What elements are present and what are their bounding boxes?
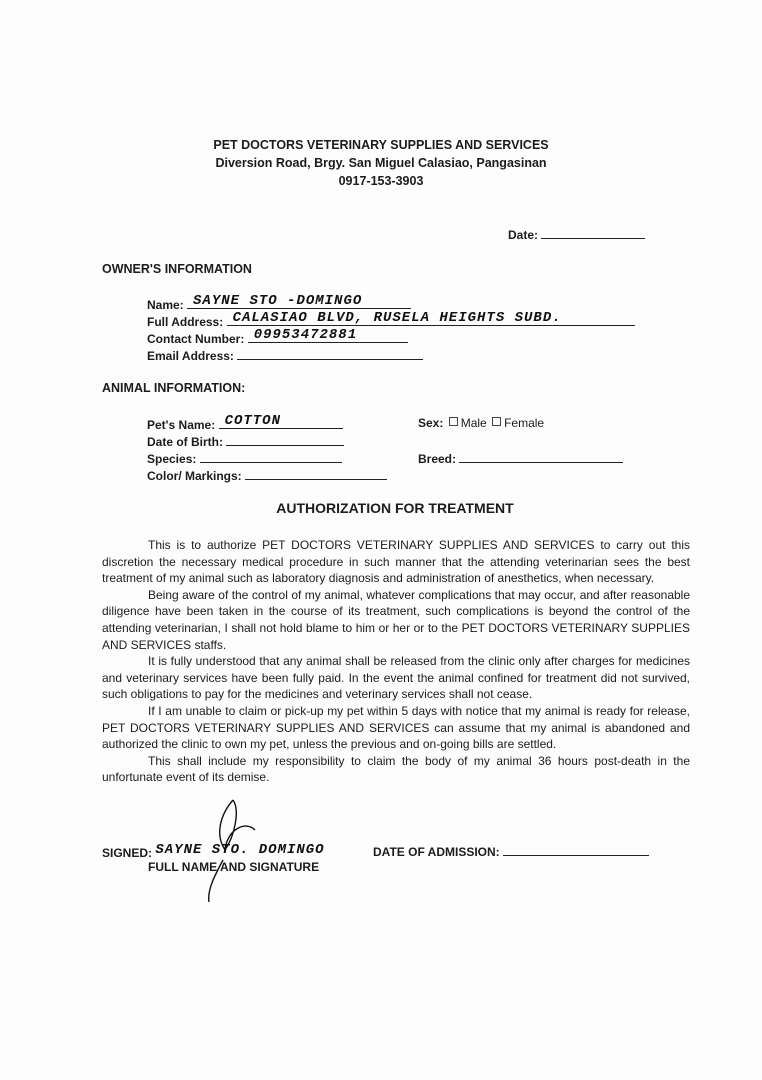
address-label: Full Address: [147, 315, 224, 329]
date-field[interactable] [508, 226, 645, 242]
pet-name-label: Pet's Name: [147, 418, 216, 432]
owner-contact-value: 09953472881 [253, 327, 358, 343]
owner-section-title: OWNER'S INFORMATION [102, 262, 252, 276]
female-label: Female [504, 416, 545, 430]
authorization-title: AUTHORIZATION FOR TREATMENT [276, 500, 514, 516]
color-markings-field[interactable] [147, 467, 387, 483]
female-checkbox[interactable] [492, 417, 501, 426]
animal-section-title: ANIMAL INFORMATION: [102, 381, 246, 395]
admission-date-field[interactable] [373, 843, 649, 859]
company-name: PET DOCTORS VETERINARY SUPPLIES AND SERVICES [213, 138, 549, 152]
signed-value: SAYNE STO. DOMINGO [155, 842, 325, 858]
male-checkbox[interactable] [449, 417, 458, 426]
breed-field[interactable] [418, 450, 623, 466]
document-header [0, 136, 762, 190]
color-label: Color/ Markings: [147, 469, 242, 483]
owner-contact-field[interactable] [147, 327, 408, 346]
owner-address-value: CALASIAO BLVD, RUSELA HEIGHTS SUBD. [232, 310, 562, 326]
dob-label: Date of Birth: [147, 435, 223, 449]
email-label: Email Address: [147, 349, 234, 363]
male-label: Male [460, 416, 487, 430]
owner-address-field[interactable] [147, 310, 635, 329]
signed-field[interactable] [102, 842, 325, 860]
paragraph: Being aware of the control of my animal, whatever complications that may occur, and after reasonable diligence have been taken in the course of its treatment, such complications is beyond the control of the attending veterinarian, I shall not hold blame to him or her or to the PET DOCTORS VETERINARY SUPPLIES AND SERVICES staffs. [102, 587, 690, 652]
signature-caption: FULL NAME AND SIGNATURE [148, 860, 320, 874]
owner-name-value: SAYNE STO -DOMINGO [193, 293, 363, 309]
owner-email-field[interactable] [147, 347, 423, 363]
name-label: Name: [147, 298, 184, 312]
sex-label: Sex: [418, 416, 444, 430]
signed-label: SIGNED: [102, 846, 153, 860]
admission-label: DATE OF ADMISSION: [373, 845, 500, 859]
species-field[interactable] [147, 450, 342, 466]
pet-name-value: COTTON [224, 413, 281, 429]
paragraph: This shall include my responsibility to claim the body of my animal 36 hours post-death in the unfortunate event of its demise. [102, 753, 690, 785]
date-label: Date: [508, 228, 539, 242]
pet-name-field[interactable] [147, 413, 343, 432]
company-address: Diversion Road, Brgy. San Miguel Calasiao, Pangasinan [215, 156, 547, 170]
paragraph: If I am unable to claim or pick-up my pet within 5 days with notice that my animal is ready for release, PET DOCTORS VETERINARY SUPPLIES AND SERVICES can assume that my animal is abandoned and authorized the clinic to own my pet, unless the previous and on-going bills are settled. [102, 703, 690, 752]
species-label: Species: [147, 452, 197, 466]
sex-field [418, 416, 544, 430]
company-phone: 0917-153-3903 [338, 174, 424, 188]
paragraph: It is fully understood that any animal shall be released from the clinic only after charges for medicines and veterinary services have been fully paid. In the event the animal confined for treatment did not survived, such obligations to pay for the medicines and veterinary services shall not cease. [102, 654, 690, 702]
dob-field[interactable] [147, 433, 344, 449]
paragraph: This is to authorize PET DOCTORS VETERINARY SUPPLIES AND SERVICES to carry out this discretion the necessary medical procedure in such manner that the attending veterinarian sees the best treatment of my animal such as laboratory diagnosis and administration of anesthetics, when necessary. [102, 538, 690, 586]
authorization-body [102, 537, 690, 786]
breed-label: Breed: [418, 452, 457, 466]
contact-label: Contact Number: [147, 332, 245, 346]
